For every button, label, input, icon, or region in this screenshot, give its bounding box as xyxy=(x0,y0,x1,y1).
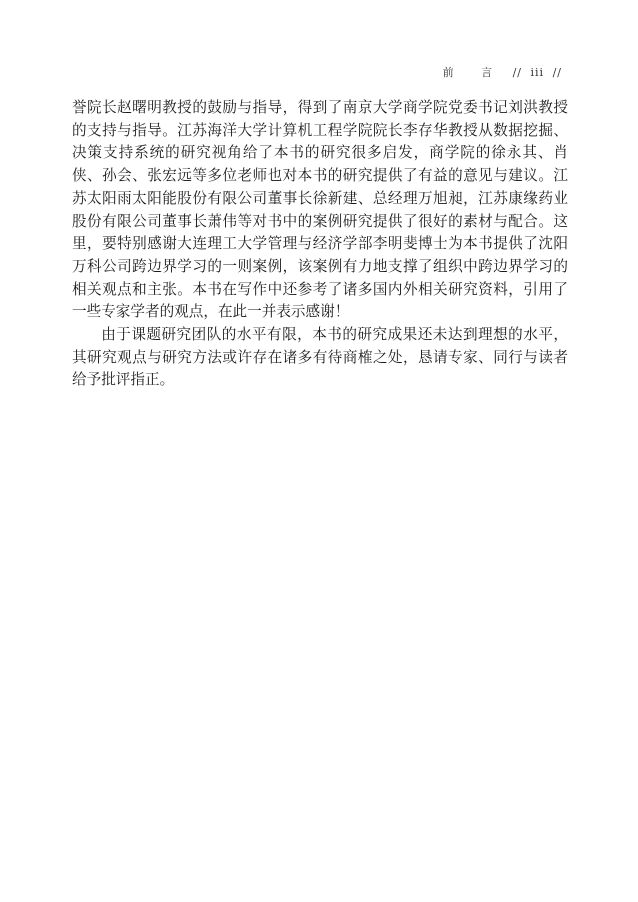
preface-body xyxy=(72,97,568,392)
running-header xyxy=(443,64,566,80)
header-separator-right: // xyxy=(552,66,562,79)
paragraph: 由于课题研究团队的水平有限，本书的研究成果还未达到理想的水平，其研究观点与研究方法或许存在诸多有待商榷之处，恳请专家、同行与读者给予批评指正。 xyxy=(72,326,568,389)
paragraph-continued: 誉院长赵曙明教授的鼓励与指导，得到了南京大学商学院党委书记刘洪教授的支持与指导。江苏海洋大学计算机工程学院院长李存华教授从数据挖掘、决策支持系统的研究视角给了本书的研究很多启发，商学院的徐永其、肖侠、孙会、张宏远等多位老师也对本书的研究提供了有益的意见与建议。江苏太阳雨太阳能股份有限公司董事长徐新建、总经理万旭昶，江苏康缘药业股份有限公司董事长萧伟等对书中的案例研究提供了很好的素材与配合。这里，要特别感谢大连理工大学管理与经济学部李明斐博士为本书提供了沈阳万科公司跨边界学习的一则案例，该案例有力地支撑了组织中跨边界学习的相关观点和主张。本书在写作中还参考了诸多国内外相关研究资料，引用了一些专家学者的观点，在此一并表示感谢！ xyxy=(72,99,568,321)
page-number: iii xyxy=(530,66,545,79)
header-separator-left: // xyxy=(512,66,523,79)
header-title: 前 言 xyxy=(442,66,505,79)
